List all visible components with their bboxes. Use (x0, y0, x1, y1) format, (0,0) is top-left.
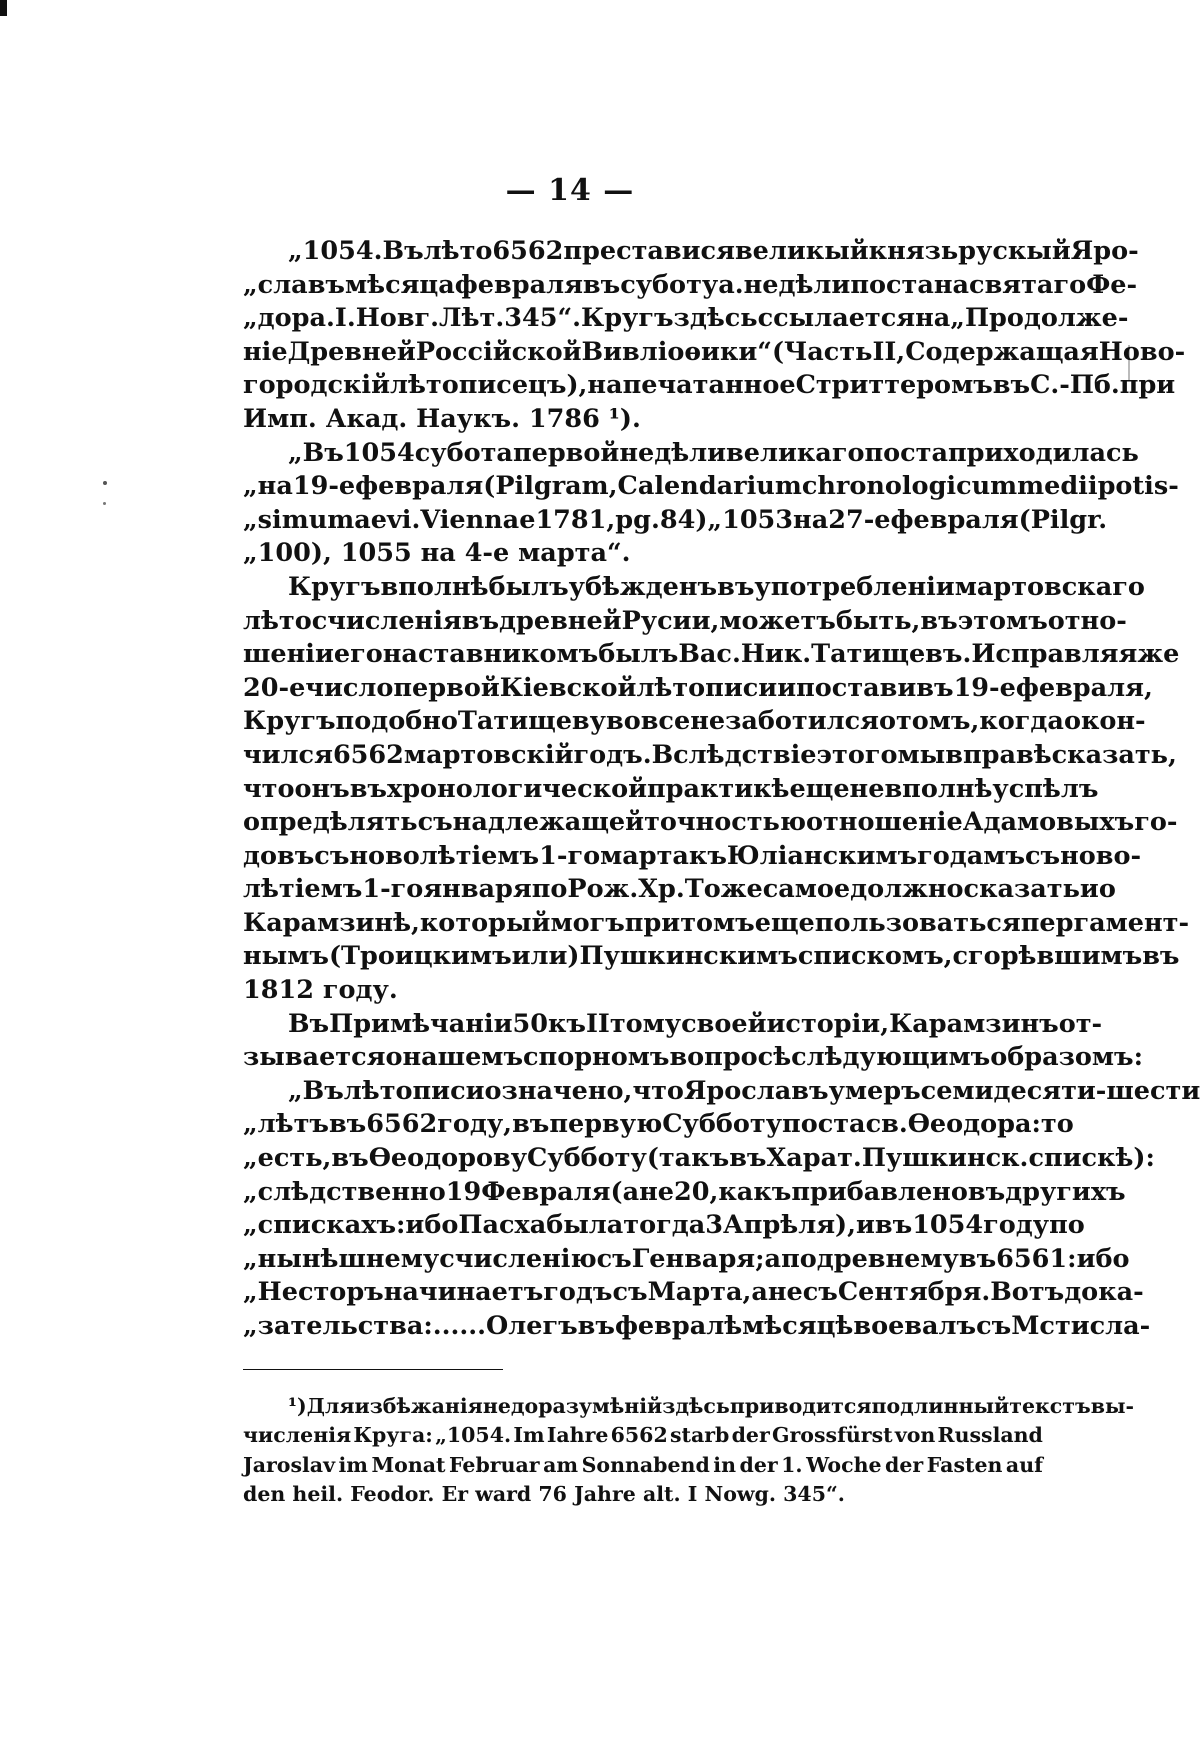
page-number: — 14 — (505, 173, 635, 208)
text-line: „зательства: ...... Олегъ въ февралѣ мѣсяцѣ воевалъ съ Мстисла- (243, 1311, 1151, 1341)
text-line: „спискахъ: ибо Пасха была тогда 3 Апрѣля), и въ 1054 году по (243, 1210, 1085, 1241)
text-line: „100), 1055 на 4-е марта“. (243, 538, 631, 569)
text-line: Карамзинѣ, который могъ притомъ еще пользоваться пергамент- (243, 907, 1190, 938)
text-line: нымъ (Троицкимъ или) Пушкинскимъ спискомъ, сгорѣвшимъ въ (243, 941, 1180, 972)
scan-speck (103, 481, 107, 485)
text-line: довъ съ новолѣтіемъ 1-го марта къ Юліанскимъ годамъ съ ново- (243, 840, 1142, 871)
text-line: зывается о нашемъ спорномъ вопросѣ слѣдующимъ образомъ: (243, 1042, 1144, 1073)
text-line: „славъ мѣсяца февраля въ суботу а. недѣли поста на святаго Фе- (243, 269, 1138, 300)
text-line: чился 6562 мартовскій годъ. Вслѣдствіе этого мы вправѣ сказать, (243, 739, 1177, 770)
footnote-line: den heil. Feodor. Er ward 76 Jahre alt. I Nowg. 345“. (243, 1481, 845, 1506)
scan-speck (103, 502, 106, 505)
text-line: „на 19-е февраля (Pilgram, Calendarium chronologicum medii potis- (243, 471, 1179, 502)
text-line: лѣтіемъ 1-го января по Рож. Хр. Тоже самое должно сказать и о (243, 874, 1116, 905)
text-line: „есть, въ Ѳеодорову Субботу (такъ въ Харат. Пушкинск. спискѣ): (243, 1143, 1155, 1174)
text-line: „Въ лѣтописи означено, что Ярославъ умеръ семидесяти-шести (288, 1075, 1200, 1106)
text-line: „1054. Въ лѣто 6562 преставися великый князь рускый Яро- (288, 236, 1139, 266)
text-line: ніе Древней Россійской Вивліоѳики“ (Часть II, Содержащая Ново- (243, 336, 1186, 367)
text-line: Кругъ подобно Татищеву вовсе не заботился о томъ, когда окон- (243, 706, 1146, 737)
text-line: „Въ 1054 субота первой недѣли великаго поста приходилась (288, 437, 1139, 468)
text-line: „дора. I. Новг. Лѣт. 345“. Кругъ здѣсь ссылается на „Продолже- (243, 303, 1129, 334)
text-line: „лѣтъ въ 6562 году, въ первую Субботу поста св. Ѳеодора: то (243, 1109, 1074, 1140)
text-line: шеніи его наставникомъ былъ Вас. Ник. Татищевъ. Исправляя же (243, 639, 1180, 670)
text-line: „нынѣшнему счисленію съ Генваря; а по древнему въ 6561: ибо (243, 1243, 1130, 1274)
text-line: Имп. Акад. Наукъ. 1786 ¹). (243, 403, 641, 434)
text-line: 20-е число первой Кіевской лѣтописи и поставивъ 19-е февраля, (243, 672, 1153, 703)
text-line: „simum aevi. Viennae 1781, pg. 84) „1053 на 27-е февраля (Pilgr. (243, 504, 1108, 535)
footnote (243, 1392, 1135, 1509)
text-line: „слѣдственно 19 Февраля (а не 20, какъ прибавлено въ другихъ (243, 1176, 1126, 1207)
footnote-line: Jaroslav im Monat Februar am Sonnabend in der 1. Woche der Fasten auf (243, 1452, 1043, 1477)
text-line: „Несторъ начинаетъ годъ съ Марта, а не съ Сентября. Вотъ дока- (243, 1277, 1144, 1308)
main-text (243, 235, 1200, 1344)
footnote-line: численія Круга: „1054. Im Iahre 6562 starb der Grossfürst von Russland (243, 1423, 1043, 1448)
text-line: опредѣлять съ надлежащей точностью отношеніе Адамовыхъ го- (243, 807, 1178, 838)
text-line: что онъ въ хронологической практикѣ еще не вполнѣ успѣлъ (243, 773, 1099, 804)
text-line: Кругъ вполнѣ былъ убѣжденъ въ употребленіи мартовскаго (288, 571, 1145, 602)
footnote-line: ¹) Для избѣжанія недоразумѣній здѣсь приводится подлинный текстъ вы- (288, 1394, 1135, 1418)
footnote-separator (243, 1369, 503, 1370)
text-line: лѣтосчисленія въ древней Руси и, можетъ быть, въ этомъ отно- (243, 605, 1127, 636)
text-line: 1812 году. (243, 975, 398, 1006)
text-line: городскій лѣтописецъ), напечатанное Стриттеромъ въ С.-Пб. при (243, 370, 1176, 401)
scan-corner-mark (0, 0, 7, 16)
text-line: Въ Примѣчаніи 50 къ II тому своей исторіи, Карамзинъ от- (288, 1008, 1103, 1039)
